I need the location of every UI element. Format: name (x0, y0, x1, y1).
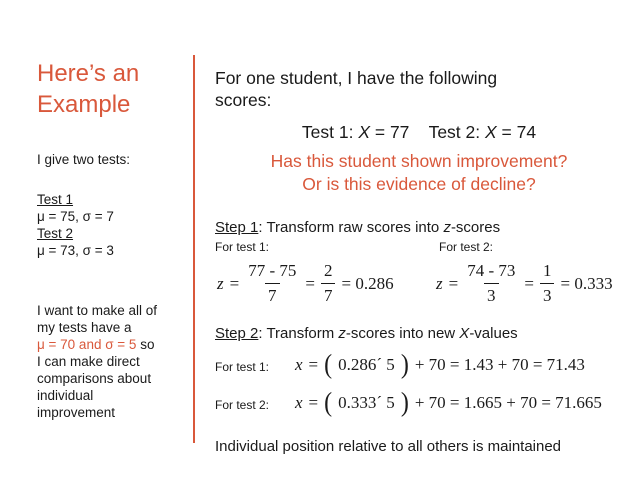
goal-line-5: comparisons about (37, 371, 152, 386)
step2-var: z (338, 325, 346, 342)
z1-fraction-simplified (321, 261, 336, 306)
z1-denominator-simplified: 7 (321, 283, 336, 306)
step2-tail: -values (469, 325, 518, 342)
left-test-params (37, 191, 114, 259)
step1-heading (215, 218, 500, 237)
x2-rest: + 70 = 1.665 + 70 = 71.665 (414, 393, 602, 412)
scenario-line-2: scores: (215, 90, 272, 110)
z2-numerator-simplified: 1 (542, 261, 552, 280)
x1-rest: + 70 = 1.43 + 70 = 71.43 (414, 355, 585, 374)
step1-var: z (443, 219, 451, 236)
test2-params: μ = 73, σ = 3 (37, 243, 114, 258)
z1-numerator-simplified: 2 (323, 261, 333, 280)
z2-denominator: 3 (484, 283, 499, 306)
left-goal-text (37, 302, 187, 421)
z1-lhs: z (217, 273, 224, 293)
z1-result: = 0.286 (341, 273, 394, 293)
x1-lhs: x (295, 355, 303, 374)
test2-score-label: Test 2: (428, 122, 485, 142)
scenario-line-1: For one student, I have the following (215, 68, 498, 88)
x1-label: For test 1: (215, 360, 270, 374)
for-test2-label: For test 2: (439, 240, 494, 254)
test1-score-label: Test 1: (301, 122, 359, 142)
test2-score-value: = 74 (496, 122, 537, 142)
step2-mid: -scores into new (345, 325, 460, 342)
x-equation-test1: x = ( 0.286´ 5 ) + 70 = 1.43 + 70 = 71.43 (295, 350, 585, 380)
step2-var2: X (459, 325, 470, 342)
step1-label: Step 1 (215, 219, 259, 236)
question-line-2: Or is this evidence of decline? (302, 174, 536, 194)
test-scores (214, 121, 624, 143)
test1-score-value: = 77 (370, 122, 410, 142)
z1-numerator: 77 - 75 (248, 261, 297, 280)
goal-line-3 (37, 336, 187, 353)
x1-equals: = (308, 355, 319, 374)
vertical-divider (193, 55, 195, 443)
step2-heading (215, 324, 518, 343)
test2-score-var: X (484, 122, 497, 142)
test2-label: Test 2 (37, 226, 74, 241)
goal-line-7: improvement (37, 405, 116, 420)
step2-label: Step 2 (215, 325, 259, 342)
question-text (214, 150, 624, 196)
z-equation-test1: z = $\frac{77 - 75}{7}$ = $\frac{2}{7}$ = 0.286 (217, 261, 394, 305)
z2-denominator-simplified: 3 (540, 283, 555, 306)
test1-score-var: X (358, 122, 370, 142)
x-equation-test2: x = ( 0.333´ 5 ) + 70 = 1.665 + 70 = 71.665 (295, 388, 602, 418)
goal-line-2: my tests have a (37, 320, 132, 335)
test1-params: μ = 75, σ = 7 (37, 209, 114, 224)
z2-lhs: z (436, 273, 443, 293)
slide-title (37, 58, 207, 120)
step1-tail: -scores (450, 219, 501, 236)
goal-highlight: μ = 70 and σ = 5 (37, 337, 137, 352)
left-intro: I give two tests: (37, 152, 131, 167)
for-test1-label: For test 1: (215, 240, 270, 254)
z2-fraction (464, 261, 518, 306)
x2-label: For test 2: (215, 398, 270, 412)
goal-so: so (136, 337, 155, 352)
z1-denominator: 7 (265, 283, 280, 306)
goal-line-1: I want to make all of (37, 303, 158, 318)
goal-line-6: individual (37, 388, 94, 403)
z2-fraction-simplified (540, 261, 555, 306)
z1-fraction (245, 261, 299, 306)
x2-inner: 0.333´ 5 (338, 393, 395, 412)
goal-line-4: I can make direct (37, 354, 140, 369)
z2-numerator: 74 - 73 (467, 261, 516, 280)
title-line-2: Example (37, 91, 131, 118)
step1-text: : Transform raw scores into (258, 219, 444, 236)
x1-inner: 0.286´ 5 (338, 355, 395, 374)
test1-label: Test 1 (37, 192, 74, 207)
x2-lhs: x (295, 393, 303, 412)
x2-equals: = (308, 393, 319, 412)
z1-equals: = (229, 273, 240, 293)
scenario-text (215, 67, 625, 111)
title-line-1: Here’s an (37, 60, 140, 87)
z2-result: = 0.333 (560, 273, 613, 293)
conclusion-text: Individual position relative to all others is maintained (215, 438, 562, 455)
z2-equals: = (448, 273, 459, 293)
step2-text: : Transform (258, 325, 339, 342)
question-line-1: Has this student shown improvement? (270, 151, 568, 171)
z-equation-test2: z = $\frac{74 - 73}{3}$ = $\frac{1}{3}$ = 0.333 (436, 261, 613, 305)
